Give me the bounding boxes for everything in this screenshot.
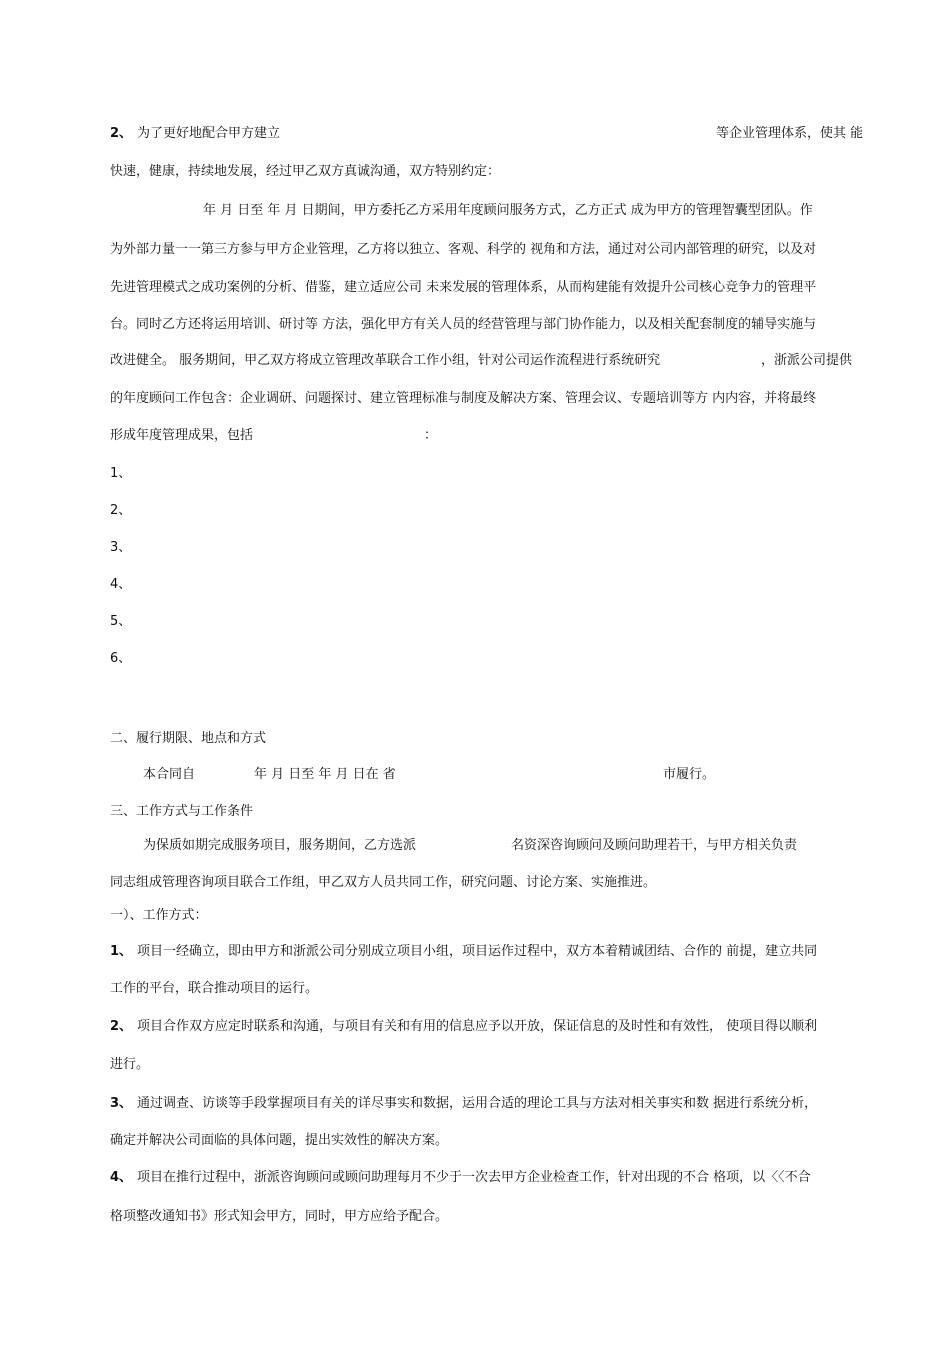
para-line-4: 台。同时乙方还将运用培训、研讨等 方法，强化甲方有关人员的经营管理与部门协作能力，以及相关配套制度的辅导实施与 (110, 317, 817, 332)
list-item: 2、 (110, 503, 132, 518)
para-line-2: 为外部力量一一第三方参与甲方企业管理，乙方将以独立、客观、科学的 视角和方法，通过对公司内部管理的研究，以及对 (110, 242, 817, 257)
item-line-b: 进行。 (110, 1057, 150, 1072)
intro-line-1b: 等企业管理体系，使其 能 (716, 126, 864, 141)
item-number: 3、 (110, 1096, 133, 1111)
list-item: 3、 (110, 540, 132, 555)
intro-number: 2、 (110, 126, 133, 141)
para-line-3: 先进管理模式之成功案例的分析、借鉴，建立适应公司 未来发展的管理体系，从而构建能有效提升公司核心竞争力的管理平 (110, 280, 817, 295)
section-3-line-1b: 名资深咨询顾问及顾问助理若干，与甲方相关负责 (511, 838, 798, 853)
intro-line-1a: 为了更好地配合甲方建立 (137, 126, 281, 141)
list-item: 1、 (110, 466, 132, 481)
section-2-text-c: 市履行。 (663, 767, 716, 782)
item-line-b: 格项整改通知书》形式知会甲方，同时，甲方应给予配合。 (110, 1209, 449, 1224)
section-2-text-a: 本合同自 (143, 767, 196, 782)
item-line-a: 项目合作双方应定时联系和沟通，与项目有关和有用的信息应予以开放，保证信息的及时性和有效性， 使项目得以顺利 (137, 1019, 818, 1034)
section-2-text-b: 年 月 日至 年 月 日在 省 (254, 767, 396, 782)
para-line-5b: ，浙派公司提供 (761, 353, 853, 368)
item-number: 2、 (110, 1019, 133, 1034)
item-line-b: 工作的平台，联合推动项目的运行。 (110, 981, 319, 996)
item-line-a: 通过调查、访谈等手段掌握项目有关的详尽事实和数据，运用合适的理论工具与方法对相关事实和数 据进行系统分析， (137, 1096, 818, 1111)
section-3-line-2: 同志组成管理咨询项目联合工作组，甲乙双方人员共同工作，研究问题、讨论方案、实施推进。 (110, 875, 657, 890)
list-item: 6、 (110, 651, 132, 666)
item-number: 1、 (110, 944, 133, 959)
section-2-title: 二、履行期限、地点和方式 (110, 731, 267, 746)
item-line-a: 项目在推行过程中，浙派咨询顾问或顾问助理每月不少于一次去甲方企业检查工作，针对出现的不合 格项，以〈〈不合 (137, 1170, 811, 1185)
intro-line-2: 快速，健康，持续地发展，经过甲乙双方真诚沟通，双方特别约定： (110, 164, 501, 179)
para-line-6: 的年度顾问工作包含：企业调研、问题探讨、建立管理标准与制度及解决方案、管理会议、专题培训等方 内内容，并将最终 (110, 391, 817, 406)
para-line-5a: 改进健全。 服务期间，甲乙双方将成立管理改革联合工作小组，针对公司运作流程进行系统研究 (110, 353, 661, 368)
item-number: 4、 (110, 1170, 133, 1185)
para-line-7a: 形成年度管理成果，包括 (110, 428, 254, 443)
section-3-subtitle: 一）、工作方式： (110, 908, 208, 923)
item-line-b: 确定并解决公司面临的具体问题，提出实效性的解决方案。 (110, 1133, 449, 1148)
section-3-title: 三、工作方式与工作条件 (110, 804, 254, 819)
list-item: 4、 (110, 577, 132, 592)
para-line-1: 年 月 日至 年 月 日期间，甲方委托乙方采用年度顾问服务方式，乙方正式 成为甲方的管理智囊型团队。作 (203, 203, 813, 218)
section-3-line-1a: 为保质如期完成服务项目，服务期间，乙方选派 (143, 838, 417, 853)
list-item: 5、 (110, 614, 132, 629)
item-line-a: 项目一经确立，即由甲方和浙派公司分别成立项目小组，项目运作过程中，双方本着精诚团结、合作的 前提，建立共同 (137, 944, 818, 959)
para-line-7b: ： (424, 428, 438, 443)
